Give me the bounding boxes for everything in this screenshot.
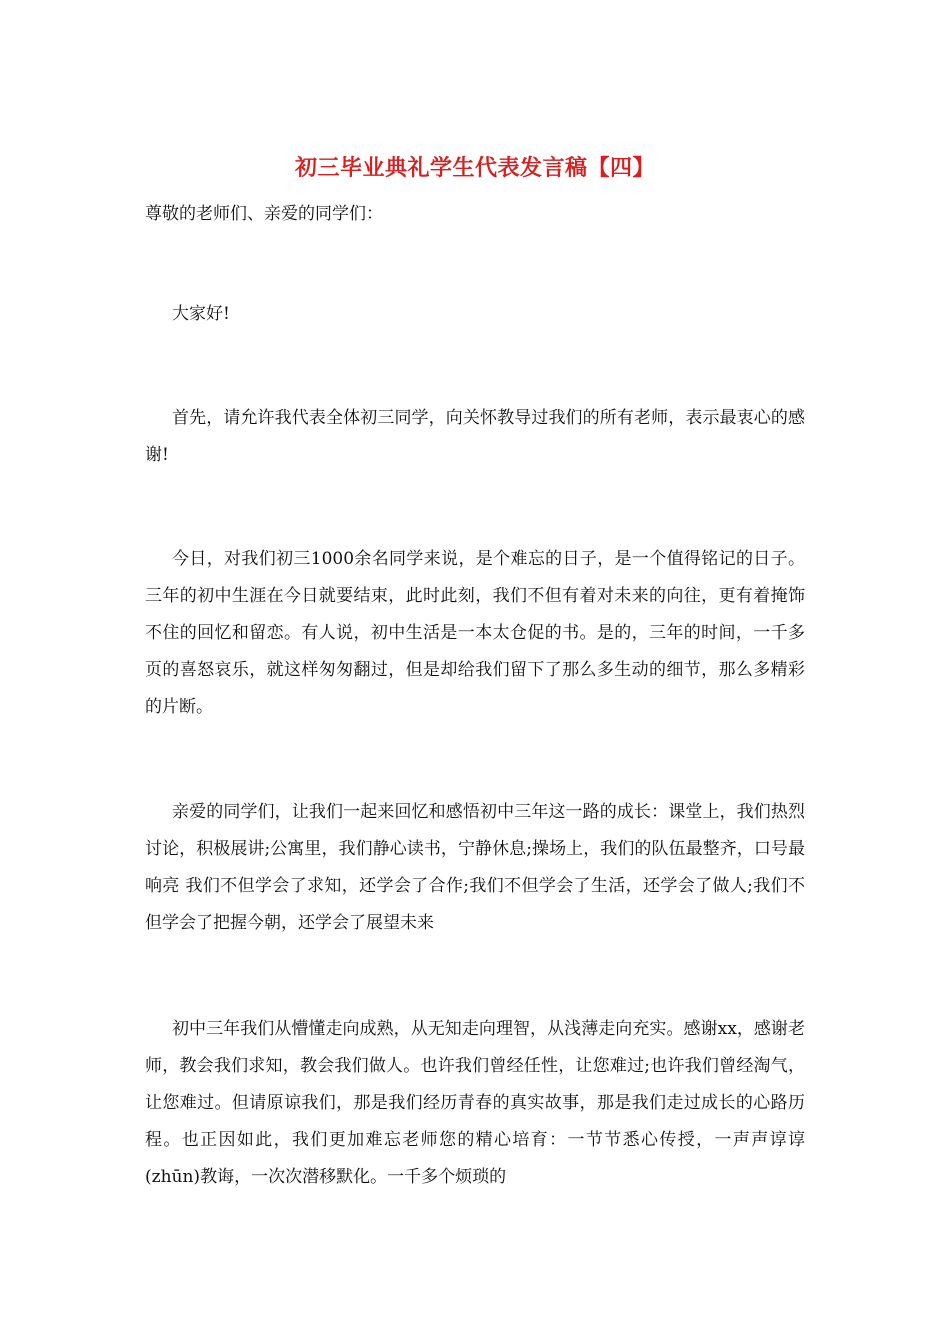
document-title: 初三毕业典礼学生代表发言稿【四】 bbox=[294, 155, 655, 181]
paragraph-greeting: 大家好! bbox=[172, 304, 230, 324]
paragraph-memorable-day: 今日，对我们初三1000余名同学来说，是个难忘的日子，是一个值得铭记的日子。三年的初中生涯在今日就要结束，此时此刻，我们不但有着对未来的向往，更有着掩饰不住的回忆和留恋。有人说，初中生活是一本太仓促的书。是的，三年的时间，一千多页的喜怒哀乐，就这样匆匆翻过，但是却给我们留下了那么多生动的细节，那么多精彩的片断。 bbox=[145, 549, 805, 717]
paragraph-thanks: 首先，请允许我代表全体初三同学，向关怀教导过我们的所有老师，表示最衷心的感谢! bbox=[145, 408, 805, 465]
paragraph-growth: 亲爱的同学们，让我们一起来回忆和感悟初中三年这一路的成长：课堂上，我们热烈讨论，积极展讲;公寓里，我们静心读书，宁静休息;操场上，我们的队伍最整齐，口号最响亮 我们不但学会了求知，还学会了合作;我们不但学会了生活，还学会了做人;我们不但学会了把握今朝，还学会了展望未来 bbox=[145, 802, 805, 933]
paragraph-gratitude: 初中三年我们从懵懂走向成熟，从无知走向理智，从浅薄走向充实。感谢xx，感谢老师，教会我们求知，教会我们做人。也许我们曾经任性，让您难过;也许我们曾经淘气，让您难过。但请原谅我们，那是我们经历青春的真实故事，那是我们走过成长的心路历程。也正因如此，我们更加难忘老师您的精心培育：一节节悉心传授，一声声谆谆(zhūn)教诲，一次次潜移默化。一千多个烦琐的 bbox=[145, 1019, 805, 1187]
salutation: 尊敬的老师们、亲爱的同学们： bbox=[145, 204, 383, 224]
